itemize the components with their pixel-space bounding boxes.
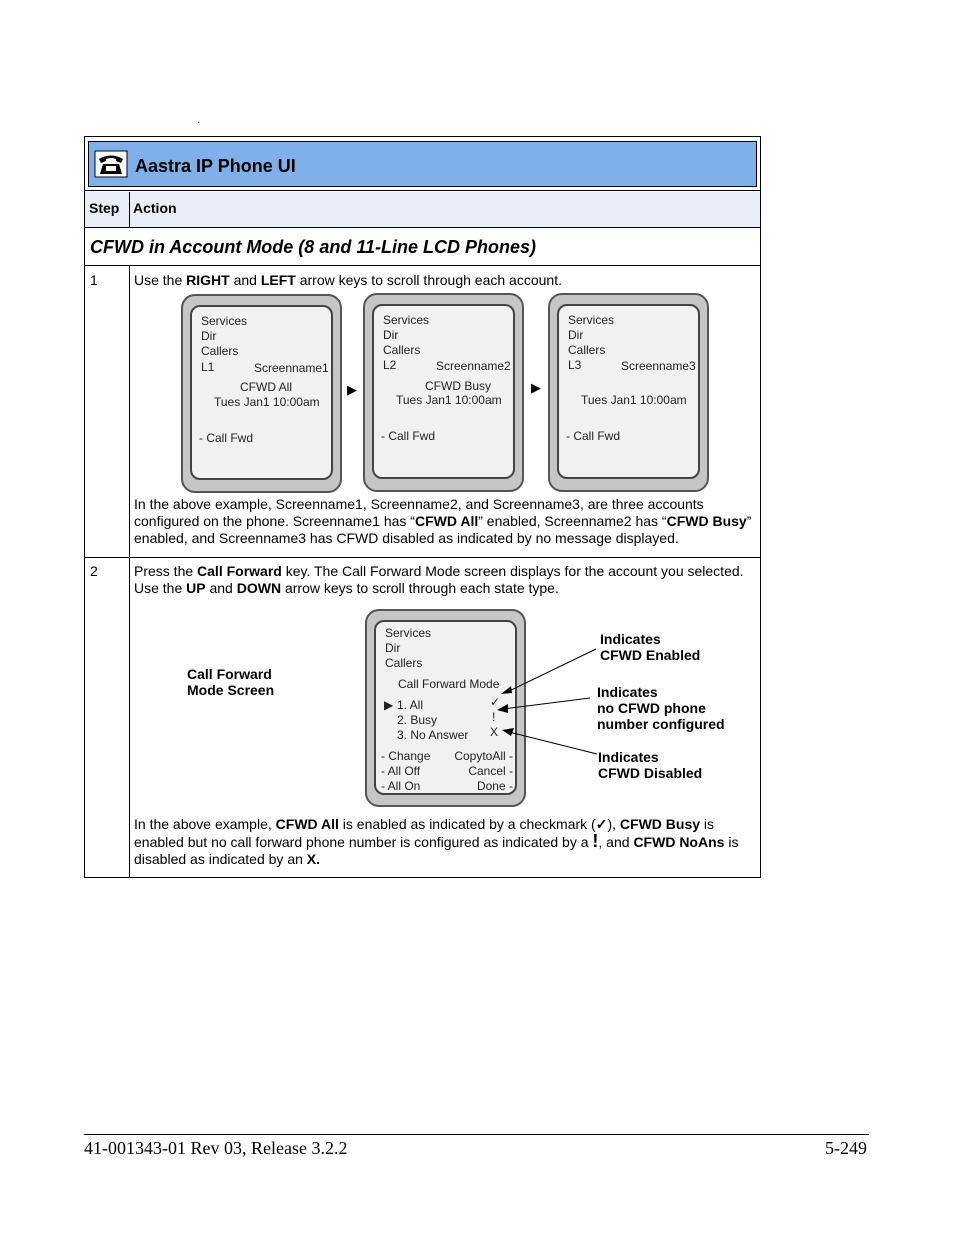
procedure-table [84,136,761,878]
footer-doc-id: 41-001343-01 Rev 03, Release 3.2.2 [84,1138,348,1158]
callout-no-number: Indicates no CFWD phone number configured [597,684,725,732]
table-title: Aastra IP Phone UI [135,156,296,176]
screen-label: Call Forward Mode Screen [187,666,275,698]
exclamation-icon: ! [492,710,496,724]
callout-enabled: Indicates CFWD Enabled [600,631,701,663]
page-number: 5-249 [825,1138,867,1158]
cursor-arrow-icon: ▶ [384,698,394,712]
lcd-softkey: - Call Fwd [381,429,436,443]
lcd-softkey: Cancel - [468,764,513,778]
column-action: Action [133,200,177,216]
callout-disabled: Indicates CFWD Disabled [598,749,703,781]
step1-intro: Use the RIGHT and LEFT arrow keys to scroll through each account. [134,272,562,288]
lcd-line: Dir [201,329,217,343]
checkmark-icon: ✓ [595,816,608,832]
lcd-datetime: Tues Jan1 10:00am [581,393,687,407]
lcd-screenname: Screenname1 [254,361,329,375]
lcd-status: CFWD Busy [425,379,491,393]
lcd-datetime: Tues Jan1 10:00am [396,393,502,407]
section-title: CFWD in Account Mode (8 and 11-Line LCD Phones) [90,237,537,257]
lcd-line: Dir [568,328,584,342]
lcd-line-id: L2 [383,358,397,372]
step1-description: In the above example, Screenname1, Screenname2, and Screenname3, are three accounts configured on the phone. Screenname1 has “CFWD All” enabled, Screenname2 has “CFWD Busy” enabled, and Screenname3 has CFWD disabled as indicated by no message displayed. [134,496,752,546]
lcd-line: Callers [201,344,239,358]
lcd-screenname: Screenname2 [436,359,511,373]
lcd-status: CFWD All [240,380,292,394]
lcd-softkey: - Change [381,749,431,763]
step-number: 1 [90,272,98,288]
lcd-line: Dir [383,328,399,342]
lcd-screenname: Screenname3 [621,359,696,373]
stray-dot: . [197,112,201,126]
lcd-datetime: Tues Jan1 10:00am [214,395,320,409]
lcd-option: 2. Busy [397,713,438,727]
lcd-softkey: - Call Fwd [199,431,254,445]
lcd-option: 1. All [397,698,424,712]
x-mark-icon: X [490,725,499,739]
lcd-line: Callers [383,343,421,357]
lcd-softkey: Done - [476,779,513,793]
lcd-softkey: CopytoAll - [454,749,513,763]
leader-arrowhead [501,686,512,694]
lcd-line: Services [201,314,248,328]
lcd-line: Services [568,313,615,327]
footer-rule [84,1134,869,1135]
column-step: Step [89,200,120,216]
step2-description: In the above example, CFWD All is enabled as indicated by a checkmark (✓), CFWD Busy is enabled but no call forward phone number is configured as indicated by a !, and CFWD NoAns is disabled as indicated by an X. [134,816,739,867]
leader-line-enabled [507,649,596,692]
lcd-line: Services [383,313,430,327]
lcd-line: Callers [385,656,423,670]
lcd-line: Services [385,626,432,640]
exclamation-icon: ! [592,831,599,851]
step2-intro: Press the Call Forward key. The Call Forward Mode screen displays for the account you selected. Use the UP and DOWN arrow keys to scroll through each state type. [134,563,744,596]
arrow-right-icon: ▶ [531,380,541,395]
checkmark-icon: ✓ [490,695,501,709]
lcd-softkey: - All Off [381,764,421,778]
lcd-line: Dir [385,641,401,655]
arrow-right-icon: ▶ [347,382,357,397]
leader-line-disabled [509,732,597,754]
lcd-line-id: L3 [568,358,582,372]
step-number: 2 [90,563,98,579]
lcd-mode-title: Call Forward Mode [398,677,500,691]
lcd-option: 3. No Answer [397,728,469,742]
leader-arrowhead [497,704,508,713]
lcd-softkey: - Call Fwd [566,429,621,443]
lcd-line: Callers [568,343,606,357]
leader-line-no-number [503,698,590,709]
lcd-softkey: - All On [381,779,421,793]
leader-arrowhead [502,728,514,736]
lcd-line-id: L1 [201,360,215,374]
